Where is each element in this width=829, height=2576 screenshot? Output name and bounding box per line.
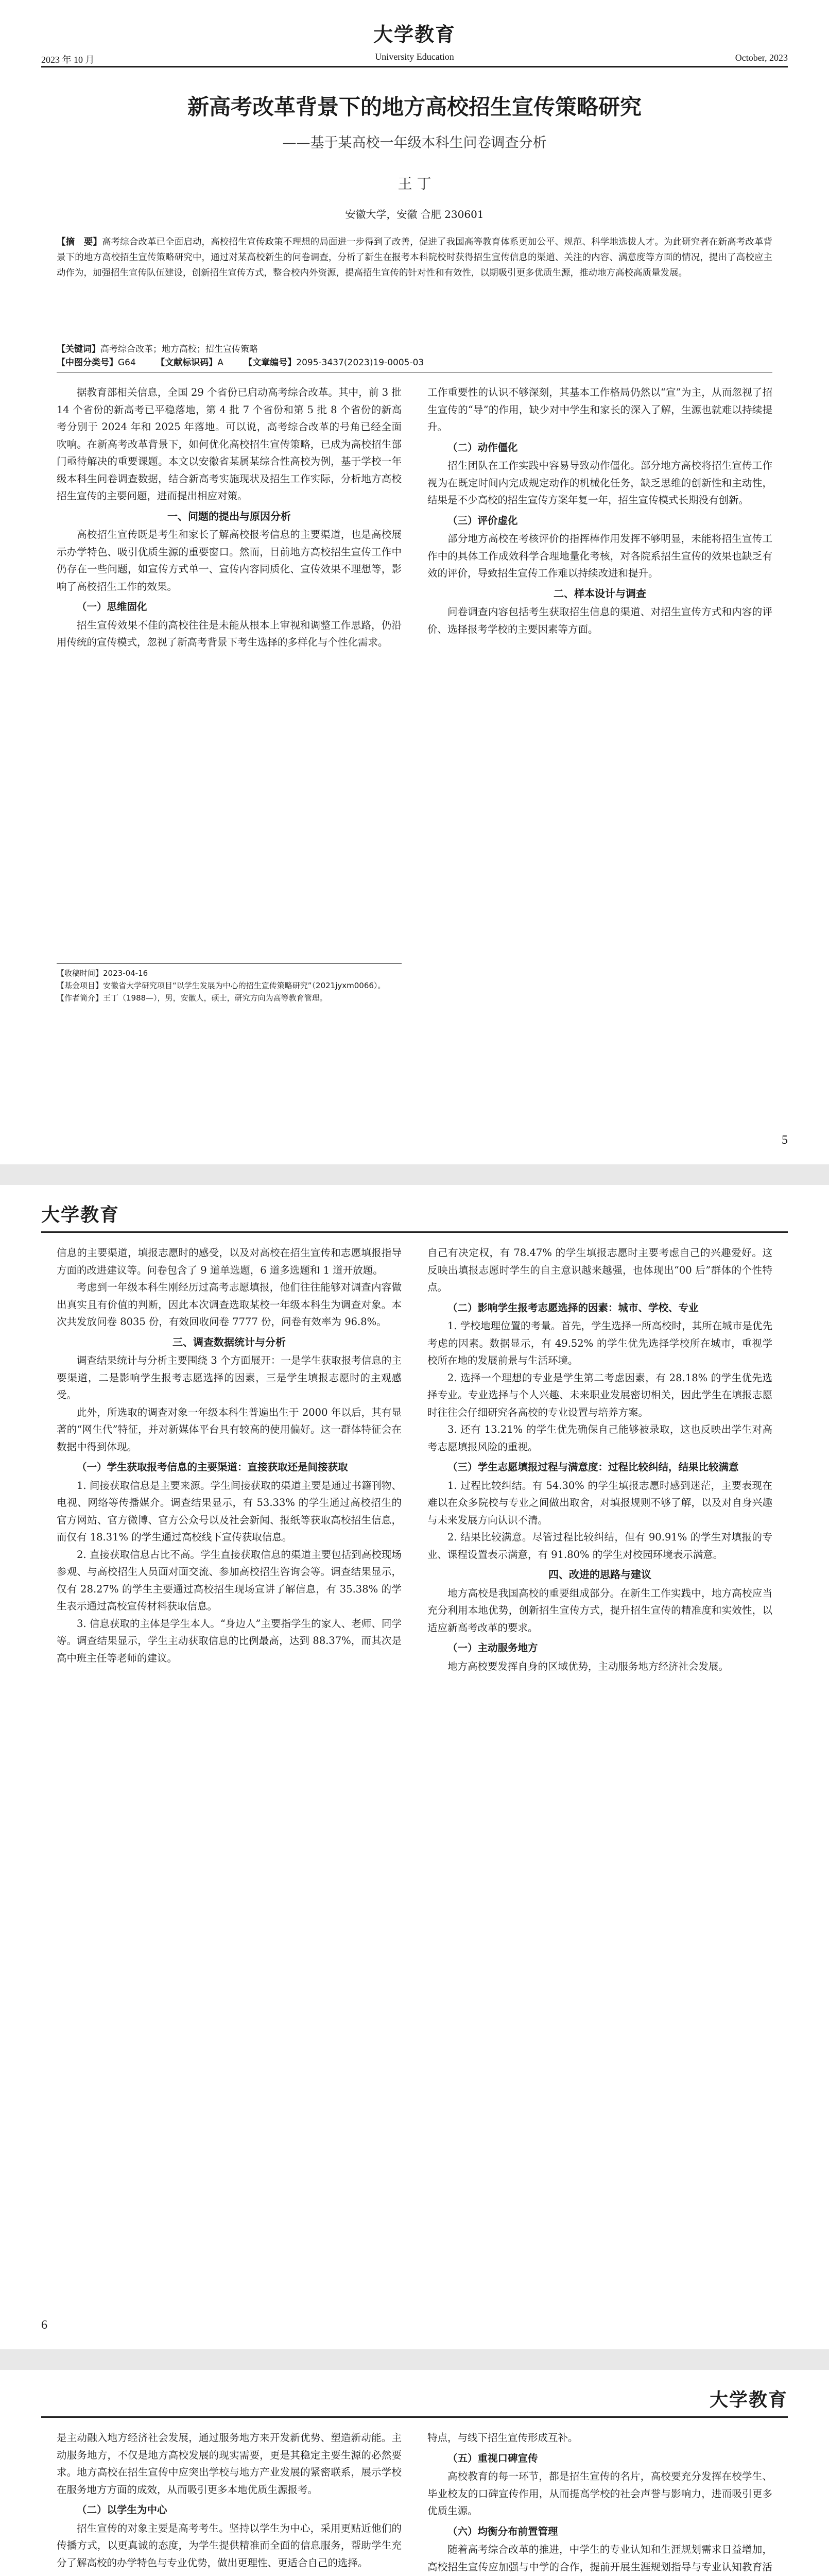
paragraph: 2. 结果比较满意。尽管过程比较纠结，但有 90.91% 的学生对填报的专业、课程设置表示满意，有 91.80% 的学生对校园环境表示满意。 — [427, 1531, 772, 1561]
paragraph: 问卷调查内容包括考生获取招生信息的渠道、对招生宣传方式和内容的评价、选择报考学校的主要因素等方面。 — [427, 606, 772, 635]
doc-label: 【文献标识码】 — [156, 358, 218, 368]
subsection-heading: （一）思维固化 — [77, 601, 147, 613]
paragraph: 地方高校是我国高校的重要组成部分。在新生工作实践中，地方高校应当充分利用本地优势，创新招生宣传方式，提升招生宣传的精准度和实效性，以适应新高考改革的要求。 — [427, 1587, 772, 1634]
paragraph: 信息的主要渠道，填报志愿时的感受，以及对高校在招生宣传和志愿填报指导方面的改进建议等。问卷包含了 9 道单选题，6 道多选题和 1 道开放题。 — [57, 1247, 402, 1276]
footnote-fund: 【基金项目】安徽省大学研究项目“以学生发展为中心的招生宣传策略研究”（2021jyxm0066）。 — [57, 981, 386, 990]
paragraph: 3. 还有 13.21% 的学生优先确保自己能够被录取，这也反映出学生对高考志愿填报风险的重视。 — [427, 1423, 772, 1453]
footnote-received: 【收稿时间】2023-04-16 — [57, 969, 148, 978]
page-1 — [0, 0, 829, 1164]
abstract-meta — [57, 343, 772, 369]
paragraph: 1. 间接获取信息是主要来源。学生间接获取的渠道主要是通过书籍刊物、电视、网络等传播媒介。调查结果显示，有 53.33% 的学生通过高校招生的官方网站、官方微博、官方公众号以及社会新闻、报纸等获取高校招生信息，而仅有 18.31% 的学生通过高校线下宣传获取信息。 — [57, 1479, 402, 1543]
clc-label: 【中图分类号】 — [57, 358, 118, 368]
subsection-heading: （二）动作僵化 — [447, 441, 518, 453]
p3-right-column — [427, 2429, 772, 2576]
subsection-heading: （二）影响学生报考志愿选择的因素：城市、学校、专业 — [447, 1301, 699, 1314]
p1-left-column — [57, 384, 402, 958]
subsection-heading: （一）主动服务地方 — [447, 1642, 538, 1654]
footnote-bio: 【作者简介】王丁（1988—），男，安徽人，硕士，研究方向为高等教育管理。 — [57, 993, 327, 1003]
page-number: 5 — [782, 1133, 788, 1147]
subsection-heading: （三）评价虚化 — [447, 514, 518, 527]
paragraph: 招生团队在工作实践中容易导致动作僵化。部分地方高校将招生宣传工作视为在既定时间内完成规定动作的机械化任务，缺乏思维的创新性和主动性，结果是不少高校的招生宣传方案年复一年，招生宣传模式长期没有创新。 — [427, 460, 772, 506]
page-number: 6 — [41, 2318, 47, 2332]
journal-logo: 大学教育 — [373, 23, 456, 46]
paragraph: 高校招生宣传既是考生和家长了解高校报考信息的主要渠道，也是高校展示办学特色、吸引优质生源的重要窗口。然而，目前地方高校招生宣传工作中仍存在一些问题，如宣传方式单一、宣传内容同质化、宣传效果不理想等，影响了高校招生工作的效果。 — [57, 529, 402, 592]
subsection-heading: （三）学生志愿填报过程与满意度：过程比较纠结，结果比较满意 — [447, 1461, 739, 1473]
section-heading: 四、改进的思路与建议 — [548, 1568, 651, 1581]
paragraph: 地方高校要发挥自身的区域优势，主动服务地方经济社会发展。 — [447, 1660, 729, 1672]
keywords-label: 【关键词】 — [57, 344, 100, 354]
paragraph: 2. 选择一个理想的专业是学生第二考虑因素，有 28.18% 的学生优先选择专业。专业选择与个人兴趣、未来职业发展密切相关，因此学生在填报志愿时往往会仔细研究各高校的专业设置与培养方案。 — [427, 1371, 772, 1418]
paragraph: 3. 信息获取的主体是学生本人。“身边人”主要指学生的家人、老师、同学等。调查结果显示，学生主动获取信息的比例最高，达到 88.37%，而其次是高中班主任等老师的建议。 — [57, 1617, 402, 1664]
keywords-text: 高考综合改革；地方高校；招生宣传策略 — [100, 344, 258, 354]
abstract-block — [57, 234, 772, 281]
paragraph: 1. 学校地理位置的考量。首先，学生选择一所高校时，其所在城市是优先考虑的因素。数据显示，有 49.52% 的学生优先选择学校所在城市，重视学校所在地的发展前景与生活环境。 — [427, 1320, 772, 1366]
paragraph: 调查结果统计与分析主要围绕 3 个方面展开：一是学生获取报考信息的主要渠道，二是影响学生报考志愿选择的因素，三是学生填报志愿时的主观感受。 — [57, 1354, 402, 1401]
footnote-block — [57, 963, 402, 1004]
art-label: 【文章编号】 — [244, 358, 297, 368]
header-en-date: October, 2023 — [735, 53, 788, 63]
section-heading: 三、调查数据统计与分析 — [172, 1335, 286, 1348]
section-heading: 二、样本设计与调查 — [554, 587, 646, 600]
header-en-name: University Education — [375, 52, 454, 62]
article-title: 新高考改革背景下的地方高校招生宣传策略研究 — [187, 94, 642, 120]
journal-header — [41, 1200, 788, 1233]
section-heading: 一、问题的提出与原因分析 — [167, 510, 291, 522]
p2-left-column — [57, 1244, 402, 2300]
paragraph: 2. 直接获取信息占比不高。学生直接获取信息的渠道主要包括到高校现场参观、与高校招生人员面对面交流、参加高校招生咨询会等。调查结果显示，仅有 28.27% 的学生主要通过高校招生现场宣讲了解信息，有 35.38% 的学生表示通过高校宣传材料获取信息。 — [57, 1548, 402, 1612]
paragraph: 部分地方高校在考核评价的指挥棒作用发挥不够明显，未能将招生宣传工作中的具体工作成效科学合理地量化考核，对各院系招生宣传的效果也缺乏有效的评价，导致招生宣传工作难以持续改进和提升。 — [427, 533, 772, 579]
journal-header — [41, 2385, 788, 2418]
abstract-label: 【摘 要】 — [57, 237, 102, 247]
subsection-heading: （五）重视口碑宣传 — [447, 2452, 538, 2464]
article-subtitle: ——基于某高校一年级本科生问卷调查分析 — [282, 135, 547, 151]
paragraph: 是主动融入地方经济社会发展，通过服务地方来开发新优势、塑造新动能。主动服务地方，不仅是地方高校发展的现实需要，更是其稳定主要生源的必然要求。地方高校在招生宣传中应突出学校与地方产业发展的紧密联系，展示学校在服务地方方面的成效，从而吸引更多本地优质生源报考。 — [57, 2432, 402, 2496]
journal-logo: 大学教育 — [41, 1204, 120, 1226]
paragraph: 随着高考综合改革的推进，中学生的专业认知和生涯规划需求日益增加，高校招生宣传应加强与中学的合作，提前开展生涯规划指导与专业认知教育活 — [427, 2544, 772, 2573]
article-author: 王 丁 — [398, 175, 431, 192]
p3-left-column — [57, 2429, 402, 2576]
journal-logo: 大学教育 — [709, 2389, 788, 2411]
subsection-heading: （二）以学生为中心 — [77, 2504, 167, 2516]
doc-value: A — [217, 358, 223, 368]
page-3 — [0, 2370, 829, 2576]
paragraph: 考虑到一年级本科生刚经历过高考志愿填报，他们往往能够对调查内容做出真实且有价值的判断，因此本次调查选取某校一年级本科生为调查对象。本次共发放问卷 8035 份，有效回收问卷 7777 份，问卷有效率为 96.8%。 — [57, 1281, 402, 1328]
subsection-heading: （一）学生获取报考信息的主要渠道：直接获取还是间接获取 — [77, 1461, 348, 1473]
paragraph: 招生宣传效果不佳的高校往往是未能从根本上审视和调整工作思路，仍沿用传统的宣传模式，忽视了新高考背景下考生选择的多样化与个性化需求。 — [57, 619, 402, 648]
header-year-month: 2023 年 10 月 — [41, 55, 95, 65]
paragraph: 特点，与线下招生宣传形成互补。 — [427, 2432, 578, 2444]
p1-right-column — [427, 384, 772, 1105]
paragraph: 招生宣传的对象主要是高考考生。坚持以学生为中心，采用更贴近他们的传播方式，以更真诚的态度，为学生提供精准而全面的信息服务，帮助学生充分了解高校的办学特色与专业优势，做出更理性、更适合自己的选择。 — [57, 2522, 402, 2569]
p2-right-column — [427, 1244, 772, 2300]
clc-value: G64 — [118, 358, 136, 368]
paragraph: 工作重要性的认识不够深刻，其基本工作格局仍然以“宣”为主，从而忽视了招生宣传的“导”的作用，缺少对中学生和家长的深入了解，生源也就难以持续提升。 — [427, 386, 772, 433]
author-affiliation: 安徽大学，安徽 合肥 230601 — [345, 208, 484, 221]
paragraph: 高校教育的每一环节，都是招生宣传的名片，高校要充分发挥在校学生、毕业校友的口碑宣传作用，从而提高学校的社会声誉与影响力，进而吸引更多优质生源。 — [427, 2470, 772, 2517]
paragraph: 据教育部相关信息，全国 29 个省份已启动高考综合改革。其中，前 3 批 14 个省份的新高考已平稳落地，第 4 批 7 个省份和第 5 批 8 个省份的新高考分别于 2024 年和 2025 年落地。可以说，高考综合改革的号角已经全面吹响。在新高考改革背景下，如何优化高校招生宣传策略，已成为高校招生部门亟待解决的重要课题。本文以安徽省某属某综合性高校为例，基于学校一年级本科生问卷调查数据，结合新高考实施现状及招生工作实际，分析地方高校招生宣传的主要问题，进而提出相应对策。 — [57, 386, 402, 502]
paragraph: 自己有决定权，有 78.47% 的学生填报志愿时主要考虑自己的兴趣爱好。这反映出填报志愿时学生的自主意识越来越强，也体现出“00 后”群体的个性特点。 — [427, 1247, 772, 1293]
page-2 — [0, 1185, 829, 2349]
abstract-text: 高考综合改革已全面启动，高校招生宣传政策不理想的局面进一步得到了改善，促进了我国高等教育体系更加公平、规范、科学地选拔人才。为此研究者在新高考改革背景下的地方高校招生宣传策略研究中，通过对某高校新生的问卷调查，分析了新生在报考本科院校时获得招生宣传信息的渠道、关注的内容、满意度等方面的情况，提出了高校应主动作为，加强招生宣传队伍建设，创新招生宣传方式，整合校内外资源，提高招生宣传的针对性和有效性，以期吸引更多优质生源，推动地方高校高质量发展。 — [57, 237, 772, 278]
art-value: 2095-3437(2023)19-0005-03 — [296, 358, 424, 368]
subsection-heading: （六）均衡分布前置管理 — [447, 2525, 558, 2537]
journal-header — [41, 20, 788, 67]
paragraph: 此外，所选取的调查对象一年级本科生普遍出生于 2000 年以后，其有显著的“网生代”特征，并对新媒体平台具有较高的使用偏好。这一群体特征会在数据中得到体现。 — [57, 1406, 402, 1453]
paragraph: 1. 过程比较纠结。有 54.30% 的学生填报志愿时感到迷茫，主要表现在难以在众多院校与专业之间做出取舍，对填报规则不够了解，以及对自身兴趣与未来发展方向认识不清。 — [427, 1479, 772, 1526]
